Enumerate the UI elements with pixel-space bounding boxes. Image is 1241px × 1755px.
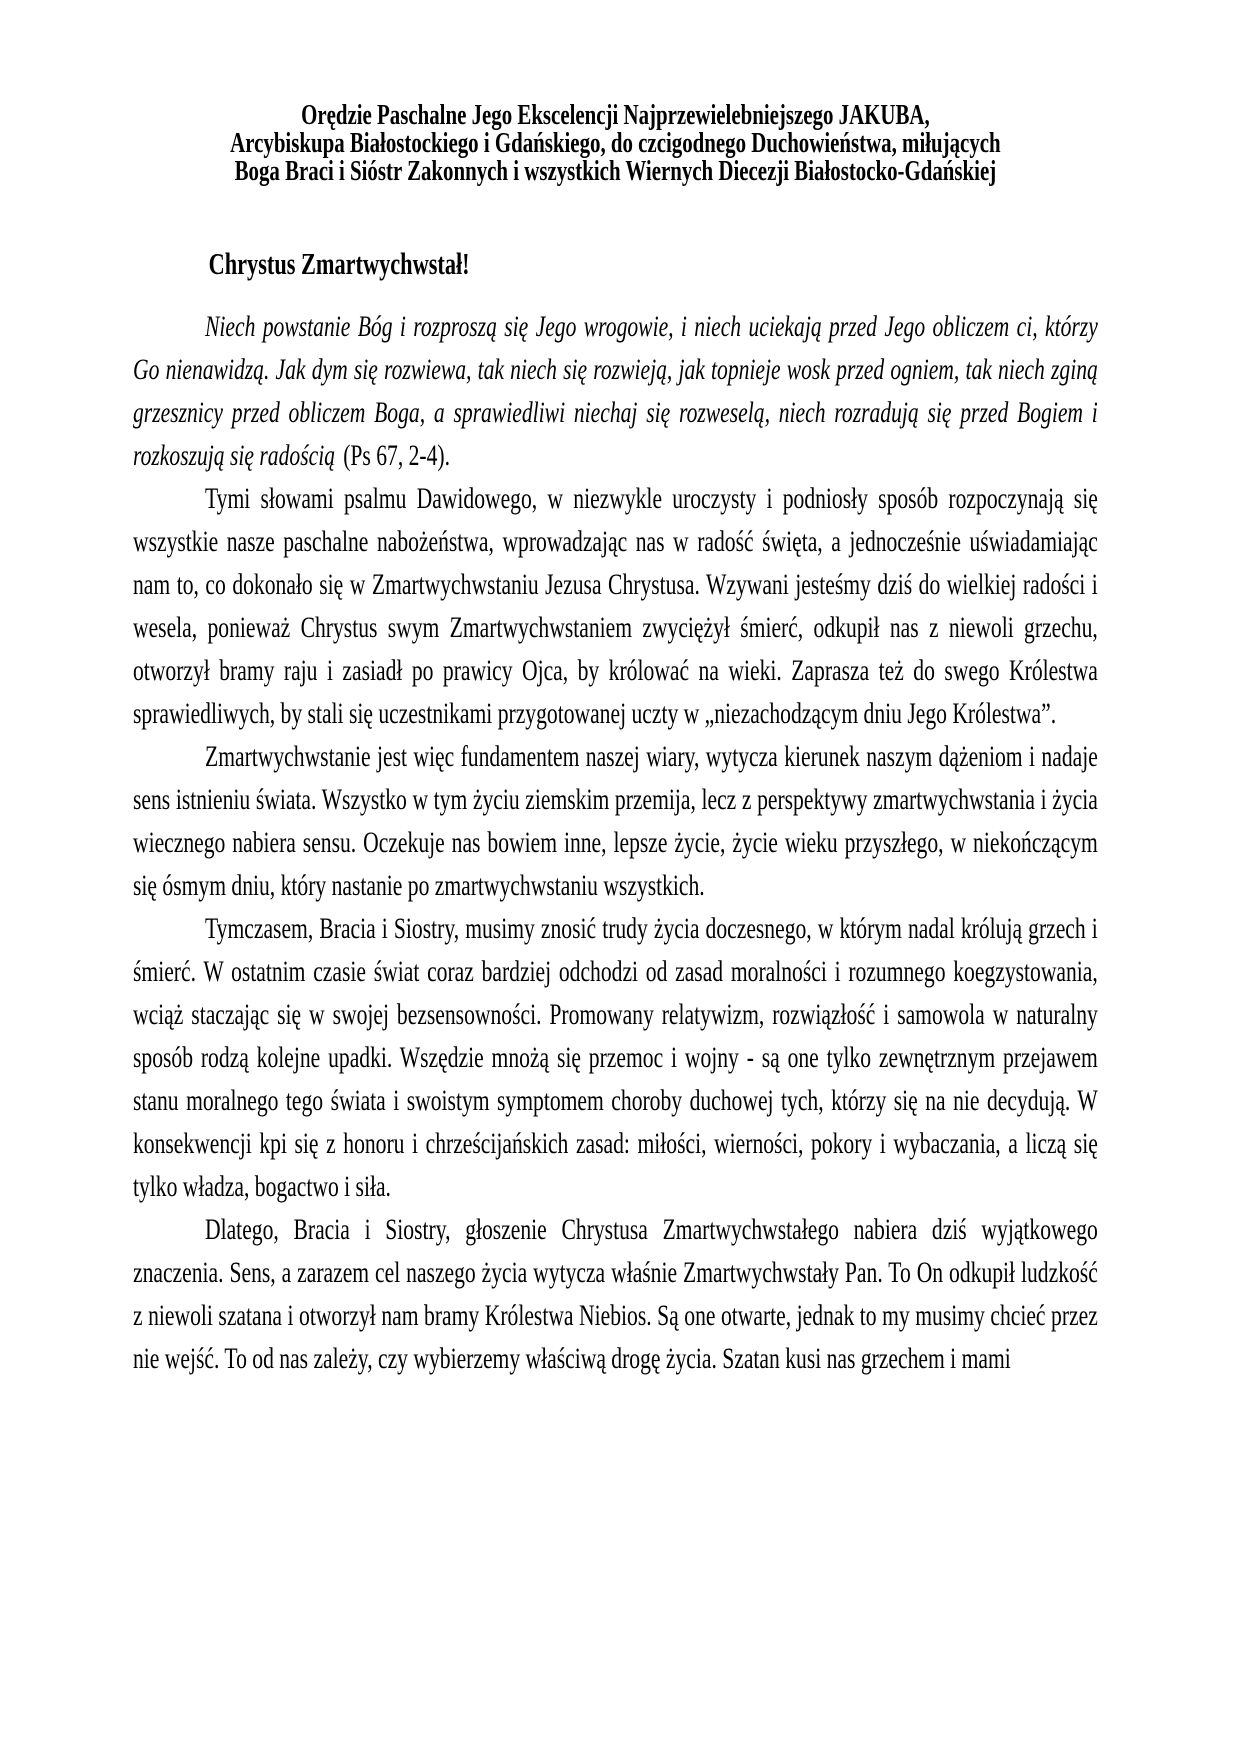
body-paragraph-2: Zmartwychwstanie jest więc fundamentem naszej wiary, wytycza kierunek naszym dążeniom i nadaje sens istnieniu świata. Wszystko w tym życiu ziemskim przemija, lecz z perspektywy zmartwychwstania i życia wiecznego nabiera sensu. Oczekuje nas bowiem inne, lepsze życie, życie wieku przyszłego, w niekończącym się ósmym dniu, który nastanie po zmartwychwstaniu wszystkich. (133, 740, 1098, 902)
body-paragraph-1: Tymi słowami psalmu Dawidowego, w niezwykle uroczysty i podniosły sposób rozpoczynają się wszystkie nasze paschalne nabożeństwa, wprowadzając nas w radość święta, a jednocześnie uświadamiając nam to, co dokonało się w Zmartwychwstaniu Jezusa Chrystusa. Wzywani jesteśmy dziś do wielkiej radości i wesela, ponieważ Chrystus swym Zmartwychwstaniem zwyciężył śmierć, odkupił nas z niewoli grzechu, otworzył bramy raju i zasiadł po prawicy Ojca, by królować na wieki. Zaprasza też do swego Królestwa sprawiedliwych, by stali się uczestnikami przygotowanej uczty w „niezachodzącym dniu Jego Królestwa”. (133, 482, 1098, 730)
title-line-3: Boga Braci i Sióstr Zakonnych i wszystkich Wiernych Diecezji Białostocko-Gdańskiej (234, 155, 997, 187)
body-paragraph-4: Dlatego, Bracia i Siostry, głoszenie Chrystusa Zmartwychwstałego nabiera dziś wyjątkowego znaczenia. Sens, a zarazem cel naszego życia wytycza właśnie Zmartwychwstały Pan. To On odkupił ludzkość z niewoli szatana i otworzył nam bramy Królestwa Niebios. Są one otwarte, jednak to my musimy chcieć przez nie wejść. To od nas zależy, czy wybierzemy właściwą drogę życia. Szatan kusi nas grzechem i mami (133, 1213, 1098, 1375)
title-line-1: Orędzie Paschalne Jego Ekscelencji Najprzewielebniejszego JAKUBA, (301, 99, 930, 131)
document-title (133, 101, 1098, 185)
body-paragraph-3: Tymczasem, Bracia i Siostry, musimy znosić trudy życia doczesnego, w którym nadal królują grzech i śmierć. W ostatnim czasie świat coraz bardziej odchodzi od zasad moralności i rozumnego koegzystowania, wciąż staczając się w swojej bezsensowności. Promowany relatywizm, rozwiązłość i samowola w naturalny sposób rodzą kolejne upadki. Wszędzie mnożą się przemoc i wojny - są one tylko zewnętrznym przejawem stanu moralnego tego świata i swoistym symptomem choroby duchowej tych, którzy się na nie decydują. W konsekwencji kpi się z honoru i chrześcijańskich zasad: miłości, wierności, pokory i wybaczania, a liczą się tylko władza, bogactwo i siła. (133, 912, 1098, 1203)
document-content (133, 101, 1098, 1380)
title-line-2: Arcybiskupa Białostockiego i Gdańskiego, do czcigodnego Duchowieństwa, miłujących (230, 127, 1001, 159)
psalm-quote-text: Niech powstanie Bóg i rozproszą się Jego wrogowie, i niech uciekają przed Jego obliczem ci, którzy Go nienawidzą. Jak dym się rozwiewa, tak niech się rozwieją, jak topnieje wosk przed ogniem, tak niech zginą grzesznicy przed obliczem Boga, a sprawiedliwi niechaj się rozweselą, niech rozradują się przed Bogiem i rozkoszują się radością (133, 310, 1098, 472)
psalm-citation: (Ps 67, 2-4). (343, 439, 451, 472)
psalm-quote-paragraph (133, 305, 1098, 477)
salutation-heading: Chrystus Zmartwychwstał! (208, 246, 470, 281)
